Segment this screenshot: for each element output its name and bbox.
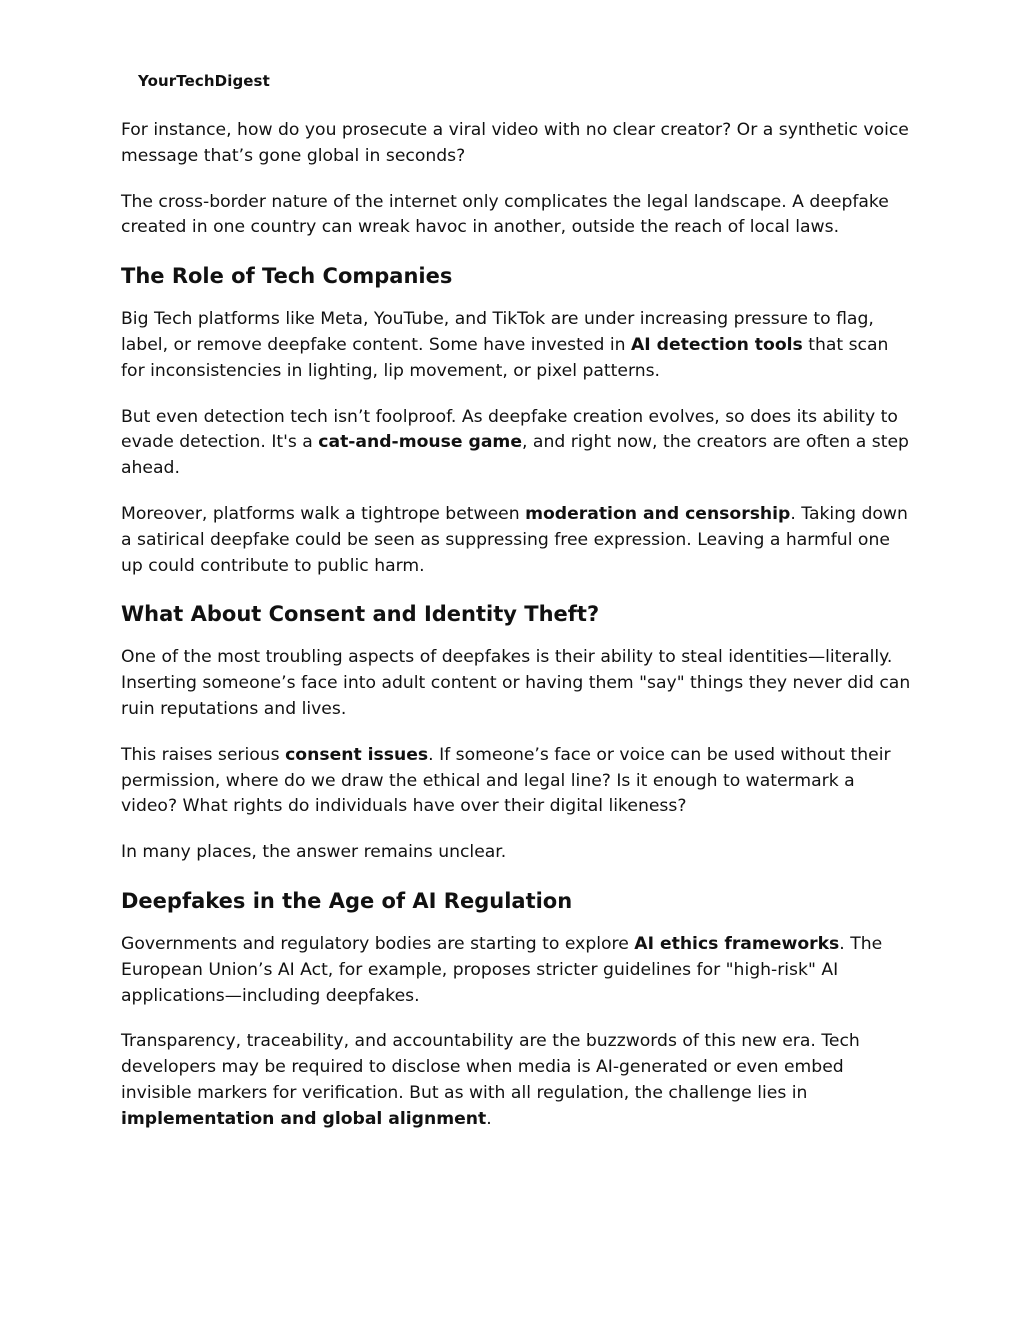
consent-paragraph-2 [121,743,911,820]
site-logo: YourTechDigest [138,72,270,90]
bold-term: AI detection tools [630,334,803,355]
bold-term: consent issues [285,744,429,765]
text-run: , and right now, the creators are often a step ahead. [121,432,909,479]
text-run: . If someone’s face or voice can be used without their permission, where do we draw the ethical and legal line? Is it enough to watermark a video? What rights do individuals have over their digital likeness? [121,744,891,817]
bold-term: cat-and-mouse game [318,432,522,453]
text-run: Transparency, traceability, and accountability are the buzzwords of this new era. Tech developers may be required to disclose when media is AI-generated or even embed invisible markers for verification. But as with all regulation, the challenge lies in [121,1031,860,1103]
intro-paragraph-1: For instance, how do you prosecute a viral video with no clear creator? Or a synthetic voice message that’s gone global in seconds? [121,120,909,166]
text-run: . The European Union’s AI Act, for example, proposes stricter guidelines for "high-risk" AI applications—including deepfakes. [121,933,883,1006]
tech-paragraph-1 [121,307,911,384]
bold-term: moderation and censorship [525,503,791,524]
text-run: . [486,1108,492,1129]
text-run: Governments and regulatory bodies are starting to explore [121,933,635,954]
tech-paragraph-2 [121,405,911,482]
heading-consent: What About Consent and Identity Theft? [121,602,600,627]
tech-paragraph-3 [121,502,911,579]
text-run: . Taking down a satirical deepfake could be seen as suppressing free expression. Leaving a harmful one up could contribute to public harm. [121,503,908,576]
text-run: This raises serious [121,744,286,765]
bold-term: implementation and global alignment [121,1108,487,1129]
bold-term: AI ethics frameworks [634,933,840,954]
text-run: Big Tech platforms like Meta, YouTube, and TikTok are under increasing pressure to flag, label, or remove deepfake content. Some have invested in [121,309,874,355]
intro-paragraph-2: The cross-border nature of the internet only complicates the legal landscape. A deepfake created in one country can wreak havoc in another, outside the reach of local laws. [121,191,889,238]
heading-tech-companies: The Role of Tech Companies [121,264,453,289]
text-run: But even detection tech isn’t foolproof. As deepfake creation evolves, so does its ability to evade detection. It's a [121,406,898,453]
heading-regulation: Deepfakes in the Age of AI Regulation [121,888,573,913]
regulation-paragraph-1 [121,932,911,1009]
text-run: Moreover, platforms walk a tightrope between [121,503,526,524]
regulation-paragraph-2 [121,1029,911,1132]
consent-paragraph-1: One of the most troubling aspects of deepfakes is their ability to steal identities—literally. Inserting someone’s face into adult content or having them "say" things they never did can ruin reputations and lives. [121,647,911,719]
consent-paragraph-3: In many places, the answer remains unclear. [121,842,507,863]
article-body [121,118,911,1153]
text-run: that scan for inconsistencies in lighting, lip movement, or pixel patterns. [121,334,889,381]
